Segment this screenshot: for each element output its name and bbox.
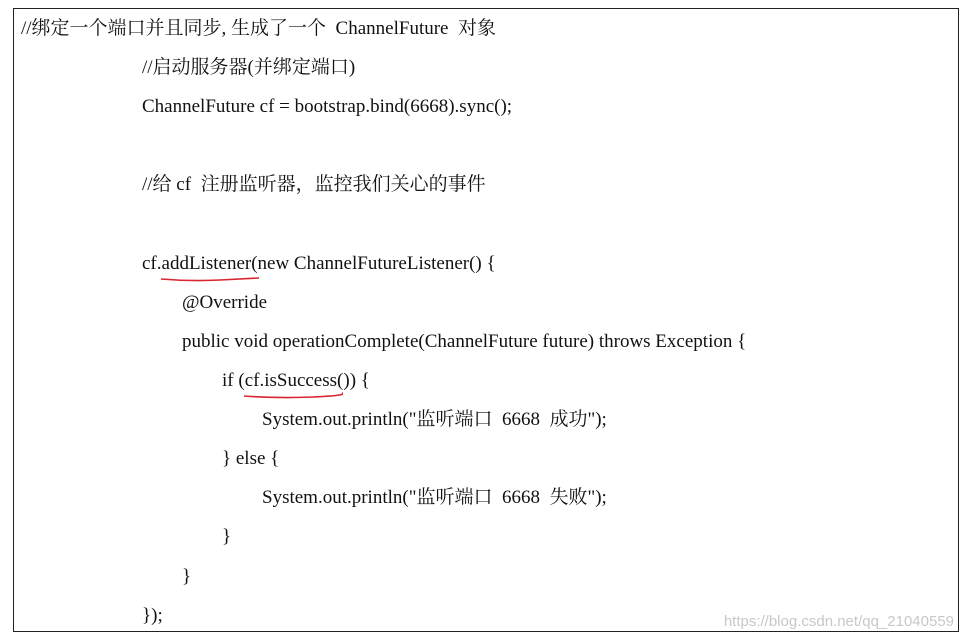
- code-listener-args: (new ChannelFutureListener() {: [251, 253, 496, 274]
- comment-line-register-listener: //给 cf 注册监听器，监控我们关心的事件: [142, 174, 486, 195]
- code-line-println-success: System.out.println("监听端口 6668 成功");: [262, 409, 607, 430]
- code-cf-prefix: cf.: [142, 253, 162, 274]
- code-line-operation-complete: public void operationComplete(ChannelFuture future) throws Exception {: [182, 331, 747, 352]
- underlined-is-success: [245, 369, 350, 393]
- csdn-watermark: https://blog.csdn.net/qq_21040559: [723, 613, 954, 630]
- code-if-prefix: if (: [222, 370, 245, 391]
- code-line-close-if: }: [222, 526, 232, 547]
- code-line-if-success: [222, 369, 370, 393]
- code-line-override: @Override: [182, 292, 268, 313]
- comment-line-start-server: //启动服务器(并绑定端口): [142, 57, 356, 78]
- comment-line-bind-sync: //绑定一个端口并且同步, 生成了一个 ChannelFuture 对象: [21, 18, 496, 39]
- code-line-add-listener: [142, 252, 496, 276]
- code-line-close-listener: });: [142, 605, 163, 626]
- code-is-success-call: cf.isSuccess(): [244, 370, 350, 391]
- code-if-suffix: ) {: [349, 370, 370, 391]
- code-line-println-fail: System.out.println("监听端口 6668 失败");: [262, 487, 607, 508]
- code-line-channel-future: ChannelFuture cf = bootstrap.bind(6668).sync();: [142, 96, 513, 117]
- code-line-else: } else {: [222, 448, 280, 469]
- code-add-listener-method: addListener: [161, 253, 252, 274]
- code-line-close-method: }: [182, 566, 192, 587]
- underlined-add-listener: [162, 252, 252, 276]
